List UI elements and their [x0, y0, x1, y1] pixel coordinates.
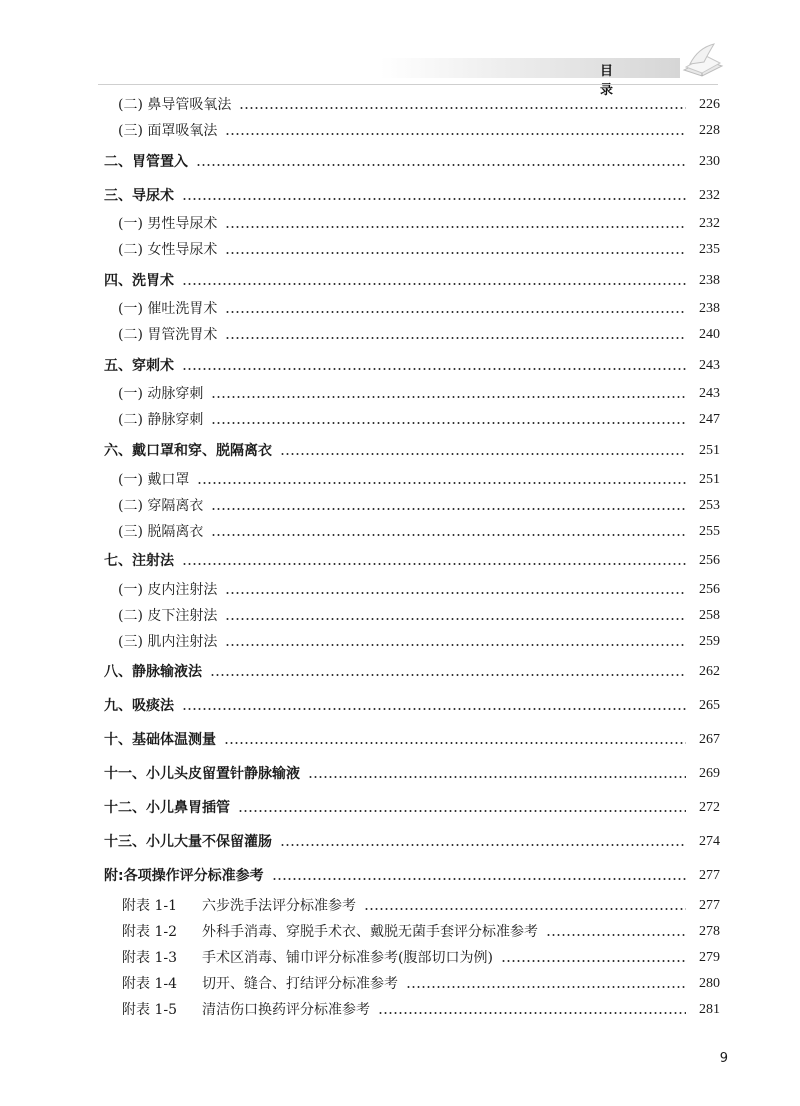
toc-entry-title: (二) 静脉穿刺 — [118, 412, 204, 428]
dot-leader — [239, 106, 686, 110]
toc-entry-page: 235 — [699, 242, 720, 257]
toc-entry-title: 切开、缝合、打结评分标准参考 — [202, 976, 398, 992]
toc-section-entry[interactable] — [104, 270, 720, 292]
toc-entry-title: 十三、小儿大量不保留灌肠 — [104, 834, 272, 850]
toc-entry-page: 230 — [699, 154, 720, 169]
dot-leader — [225, 132, 686, 136]
appendix-label: 附表 1-5 — [122, 1002, 177, 1018]
toc-entry-page: 255 — [699, 524, 720, 539]
toc-entry-title: 十、基础体温测量 — [104, 732, 216, 748]
dot-leader — [280, 452, 686, 456]
toc-entry-title: (一) 戴口罩 — [118, 472, 190, 488]
toc-section-entry[interactable] — [104, 550, 720, 572]
toc-entry-title: 附:各项操作评分标准参考 — [104, 868, 264, 884]
toc-entry-page: 240 — [699, 327, 720, 342]
dot-leader — [182, 282, 686, 286]
dot-leader — [225, 591, 686, 595]
toc-entry[interactable] — [118, 631, 720, 653]
dot-leader — [225, 336, 686, 340]
toc-entry-page: 238 — [699, 301, 720, 316]
toc-entry-page: 277 — [699, 868, 720, 883]
toc-entry[interactable] — [118, 239, 720, 261]
toc-entry-page: 243 — [699, 358, 720, 373]
toc-entry-page: 247 — [699, 412, 720, 427]
toc-appendix-entry[interactable] — [122, 895, 720, 917]
dot-leader — [182, 562, 686, 566]
toc-entry-title: 手术区消毒、铺巾评分标准参考(腹部切口为例) — [202, 950, 493, 966]
toc-entry-page: 238 — [699, 273, 720, 288]
toc-entry-title: (三) 肌内注射法 — [118, 634, 218, 650]
toc-entry-title: 九、吸痰法 — [104, 698, 174, 714]
dot-leader — [225, 225, 686, 229]
dot-leader — [197, 481, 686, 485]
toc-entry-page: 277 — [699, 898, 720, 913]
page-number: 9 — [719, 1051, 728, 1066]
dot-leader — [280, 843, 686, 847]
toc-entry-title: 七、注射法 — [104, 553, 174, 569]
toc-entry-page: 256 — [699, 553, 720, 568]
toc-entry-page: 265 — [699, 698, 720, 713]
toc-entry-page: 272 — [699, 800, 720, 815]
toc-entry-page: 280 — [699, 976, 720, 991]
toc-entry[interactable] — [118, 469, 720, 491]
toc-entry-title: (一) 催吐洗胃术 — [118, 301, 218, 317]
toc-entry-page: 269 — [699, 766, 720, 781]
toc-entry-page: 274 — [699, 834, 720, 849]
dot-leader — [211, 533, 686, 537]
toc-entry-page: 251 — [699, 472, 720, 487]
dot-leader — [224, 741, 686, 745]
dot-leader — [225, 643, 686, 647]
book-icon — [680, 40, 726, 82]
toc-entry-title: 三、导尿术 — [104, 188, 174, 204]
toc-section-entry[interactable] — [104, 831, 720, 853]
dot-leader — [211, 421, 686, 425]
dot-leader — [546, 933, 686, 937]
toc-entry-page: 243 — [699, 386, 720, 401]
toc-entry-page: 258 — [699, 608, 720, 623]
toc-entry-title: (一) 动脉穿刺 — [118, 386, 204, 402]
toc-entry-page: 256 — [699, 582, 720, 597]
toc-appendix-entry[interactable] — [122, 921, 720, 943]
toc-entry[interactable] — [118, 383, 720, 405]
toc-entry-title: 四、洗胃术 — [104, 273, 174, 289]
toc-entry-page: 259 — [699, 634, 720, 649]
toc-entry-title: 外科手消毒、穿脱手术衣、戴脱无菌手套评分标准参考 — [202, 924, 538, 940]
toc-entry[interactable] — [118, 298, 720, 320]
dot-leader — [182, 197, 686, 201]
toc-entry-title: (二) 鼻导管吸氧法 — [118, 97, 232, 113]
toc-entry-title: (二) 穿隔离衣 — [118, 498, 204, 514]
toc-appendix-entry[interactable] — [122, 973, 720, 995]
dot-leader — [378, 1011, 686, 1015]
toc-entry-page: 226 — [699, 97, 720, 112]
toc-entry[interactable] — [118, 324, 720, 346]
toc-entry[interactable] — [118, 409, 720, 431]
dot-leader — [225, 617, 686, 621]
dot-leader — [196, 163, 686, 167]
page-header-title: 目 录 — [600, 64, 630, 98]
toc-section-entry[interactable] — [104, 797, 720, 819]
dot-leader — [272, 877, 686, 881]
dot-leader — [364, 907, 686, 911]
dot-leader — [238, 809, 686, 813]
toc-entry[interactable] — [118, 120, 720, 142]
toc-entry-title: 十一、小儿头皮留置针静脉输液 — [104, 766, 300, 782]
appendix-label: 附表 1-1 — [122, 898, 177, 914]
header-rule — [98, 84, 718, 85]
toc-entry-page: 251 — [699, 443, 720, 458]
toc-entry-title: (一) 皮内注射法 — [118, 582, 218, 598]
toc-entry-title: 十二、小儿鼻胃插管 — [104, 800, 230, 816]
toc-entry-title: (二) 女性导尿术 — [118, 242, 218, 258]
toc-section-entry[interactable] — [104, 695, 720, 717]
toc-entry-title: 八、静脉输液法 — [104, 664, 202, 680]
toc-appendix-entry[interactable] — [122, 999, 720, 1021]
dot-leader — [210, 673, 686, 677]
dot-leader — [182, 367, 686, 371]
toc-entry-page: 232 — [699, 216, 720, 231]
toc-entry-title: (一) 男性导尿术 — [118, 216, 218, 232]
toc-entry-title: (二) 胃管洗胃术 — [118, 327, 218, 343]
toc-entry-title: 六、戴口罩和穿、脱隔离衣 — [104, 443, 272, 459]
toc-section-entry[interactable] — [104, 355, 720, 377]
toc-section-entry[interactable] — [104, 185, 720, 207]
toc-entry-page: 262 — [699, 664, 720, 679]
toc-section-entry[interactable] — [104, 729, 720, 751]
dot-leader — [406, 985, 686, 989]
toc-entry-page: 232 — [699, 188, 720, 203]
toc-entry[interactable] — [118, 213, 720, 235]
toc-entry[interactable] — [118, 579, 720, 601]
toc-entry-title: (三) 面罩吸氧法 — [118, 123, 218, 139]
dot-leader — [211, 395, 686, 399]
dot-leader — [182, 707, 686, 711]
dot-leader — [211, 507, 686, 511]
appendix-label: 附表 1-3 — [122, 950, 177, 966]
dot-leader — [308, 775, 686, 779]
toc-entry-page: 278 — [699, 924, 720, 939]
toc-entry[interactable] — [118, 605, 720, 627]
toc-entry-title: 二、胃管置入 — [104, 154, 188, 170]
toc-entry-title: (三) 脱隔离衣 — [118, 524, 204, 540]
dot-leader — [501, 959, 686, 963]
appendix-label: 附表 1-4 — [122, 976, 177, 992]
toc-entry[interactable] — [118, 495, 720, 517]
toc-entry-page: 279 — [699, 950, 720, 965]
toc-section-entry[interactable] — [104, 151, 720, 173]
toc-entry[interactable] — [118, 521, 720, 543]
toc-entry-page: 267 — [699, 732, 720, 747]
toc-section-entry[interactable] — [104, 865, 720, 887]
toc-entry-title: (二) 皮下注射法 — [118, 608, 218, 624]
toc-entry-page: 281 — [699, 1002, 720, 1017]
toc-appendix-entry[interactable] — [122, 947, 720, 969]
toc-section-entry[interactable] — [104, 440, 720, 462]
toc-entry-title: 清洁伤口换药评分标准参考 — [202, 1002, 370, 1018]
toc-section-entry[interactable] — [104, 763, 720, 785]
appendix-label: 附表 1-2 — [122, 924, 177, 940]
toc-entry-title: 六步洗手法评分标准参考 — [202, 898, 356, 914]
toc-entry-page: 228 — [699, 123, 720, 138]
dot-leader — [225, 251, 686, 255]
toc-entry-page: 253 — [699, 498, 720, 513]
toc-entry[interactable] — [118, 94, 720, 116]
toc-section-entry[interactable] — [104, 661, 720, 683]
dot-leader — [225, 310, 686, 314]
toc-entry-title: 五、穿刺术 — [104, 358, 174, 374]
